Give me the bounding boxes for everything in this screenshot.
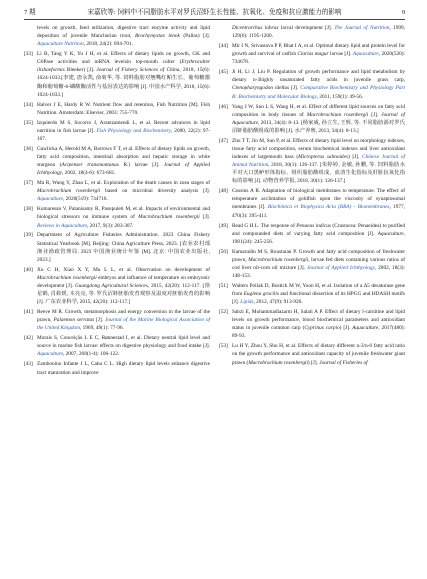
reference-number: [40]: [24, 266, 33, 273]
reference-entry: [24, 231, 210, 263]
reference-entry: [219, 342, 405, 366]
reference-text-run: levels on growth, feed utilization, digestive tract enzyme activity and lipid deposition of juvenile Manchurian trout,: [37, 25, 210, 40]
reference-text-run: Lu H Y, Zhou Y, Shu H, et al. Effects of dietary different n-3/n-6 fatty acid ratio on the growth performance and antioxidant capacity of juvenile freshwater giant prawn (: [232, 343, 405, 366]
reference-number: [219, 24, 232, 40]
issue-number: 7 期: [24, 9, 36, 16]
reference-entry: [219, 282, 405, 306]
reference-text-run: Macrobrachium rosenbergii: [37, 274, 97, 281]
reference-column-left: [24, 24, 210, 379]
reference-entry: [24, 145, 210, 177]
reference-text-run: ) [J].: [307, 359, 320, 366]
reference-text-run: Acipenser transmontanus: [61, 162, 119, 169]
reference-text-run: Macrobrachium rosenbergii: [138, 214, 200, 221]
reference-entry: [219, 137, 405, 186]
reference-number: [38]: [24, 206, 33, 213]
reference-entry: [219, 68, 405, 100]
running-header: [24, 7, 405, 20]
journal-link[interactable]: Lipids: [240, 299, 254, 306]
reference-entry: [219, 24, 405, 40]
reference-entry: [219, 248, 405, 280]
journal-link[interactable]: Reviews in Aquaculture: [37, 222, 88, 229]
reference-number: [49]: [219, 222, 228, 229]
reference-text-run: , 2017(480): 89-93.: [232, 325, 405, 340]
reference-text-run: (Crustacea: Penaeidea) to purified and compounded diets of varying fatty acid composition [J].: [232, 222, 405, 237]
reference-text-run: Ji H, Li J, Liu P. Regulation of growth performance and lipid metabolism by dietary n-3highly unsaturated fatty acids in juvenile grass carp,: [232, 69, 405, 84]
journal-link[interactable]: Aquaculture: [352, 51, 379, 58]
reference-text-run: , 2020(519): 734710.: [63, 196, 108, 203]
reference-text: [232, 222, 405, 246]
page-number: 9: [401, 9, 405, 16]
reference-text-run: , 1999, 129(6): 1195-1200.: [232, 25, 405, 40]
reference-number: [51]: [219, 282, 228, 289]
reference-text-run: Sabzi E, Mohammadiazarm H, Salati A P. Effect of dietary l-carnitine and lipid levels on growth performance, blood biochemical parameters and antioxidant status in juvenile common carp (: [232, 309, 405, 332]
reference-number: [52]: [219, 309, 228, 316]
reference-text-run: (Pallas) [J].: [179, 33, 210, 40]
reference-entry: [24, 24, 210, 48]
reference-text-run: and functional dissection of its HPGG and HDASH motifs [J].: [232, 291, 405, 306]
reference-text: [232, 282, 405, 306]
reference-entry: [24, 119, 210, 143]
reference-text-run: Clarias magur: [297, 51, 329, 58]
reference-text-run: Xu C H, Xiao X Y, Mu L L, et al. Observation on development of: [37, 266, 210, 273]
reference-text-run: Palaemon serratus: [53, 317, 95, 324]
reference-number: [50]: [219, 248, 228, 255]
reference-text: [37, 334, 210, 358]
reference-number: [43]: [24, 361, 33, 368]
reference-text-run: R.) larvae [J].: [118, 162, 164, 169]
journal-link[interactable]: Fish Physiology and Biochemistry: [96, 127, 172, 134]
running-title: 宋嘉欣等: 饲料中不同脂肪水平对罗氏沼虾生长性能、抗氧化、免疫和抗应激能力的影响: [87, 9, 342, 16]
reference-number: [37]: [24, 180, 33, 187]
reference-text-run: Macrobrachium rosenbergii: [306, 111, 369, 118]
reference-entry: [24, 50, 210, 99]
reference-number: [24, 24, 37, 48]
reference-text-run: Brachymystax lenok: [134, 33, 180, 40]
reference-entry: [24, 179, 210, 203]
reference-text-run: [J].: [368, 111, 382, 118]
reference-text: [37, 231, 210, 263]
reference-text-run: Department of Agriculture Fisheries Administration. 2023 China Fishery Statistical Yearbook [M]. Beijing: China Agriculture Press, 2023. [农业农村部渔业渔政管理局. 2023 中国渔业统计年鉴 [M]. 北京: 中国农业出版社, 2023.]: [37, 232, 210, 263]
reference-text: [37, 119, 210, 143]
reference-text-run: , 1977, 470(3): 395-411.: [232, 204, 405, 219]
reference-entry: [219, 222, 405, 246]
reference-text-run: [J].: [199, 214, 210, 221]
reference-text-run: Reeve M R. Growth, metamorphosis and energy conversion in the larvae of the prawn,: [37, 309, 210, 324]
reference-text-run: Gawlicka A, Herold M A, Barrows F T, et al. Effects of dietary lipids on growth, fatty acid composition, intestinal absorption and hepatic storage in white sturgeon (: [37, 145, 210, 169]
reference-text: [37, 50, 210, 99]
reference-text-run: , 2013, 34(4): 8-13. [杨家威, 孙立生, 王辉, 等. 不同脂肪源对罗氏沼虾脂肪酸组成的影响 [J]. 水产养殖, 2013, 34(4): 8-13.]: [232, 119, 405, 134]
reference-text-run: Aquaculture: [352, 325, 379, 332]
reference-text-run: , 1981(24): 245-256.: [232, 230, 405, 245]
reference-text-run: , 2020(520): 734678.: [232, 51, 406, 66]
reference-text: [232, 24, 405, 40]
reference-text-run: Dicentrarchus labrax: [232, 25, 279, 31]
reference-text-run: Li B, Tang Y K, Yu J H, et al. Effects of dietary lipids on growth, GK and G6Pase activities and mRNA levelsin top-mouth culter (: [37, 51, 210, 66]
reference-text-run: Zhu T T, Jin M, Sun P, et al. Effects of dietary lipid level on morphology indexes, tissue fatty acid composition, serum biochemical indexes and liver antioxidant indexes of largemouth bass (: [232, 137, 405, 160]
reference-column-right: [219, 24, 405, 369]
reference-entry: [219, 42, 405, 66]
reference-text: [232, 68, 405, 100]
reference-text: [232, 187, 405, 219]
journal-link[interactable]: Journal of Applied Ichthyology: [306, 264, 375, 271]
reference-text: [37, 205, 210, 229]
reference-entry: [24, 334, 210, 358]
reference-text-run: ) [J].: [348, 153, 362, 160]
reference-text-run: , 2007, 268(1-4): 106-122.: [63, 351, 120, 358]
reference-text-run: [J].: [94, 317, 106, 324]
reference-text-run: Zambonino Infante J L, Cahu C L. High dietary lipid levels enhance digestive tract maturation and improve: [37, 361, 210, 376]
journal-link[interactable]: Aquaculture: [37, 351, 63, 358]
reference-number: [36]: [24, 145, 33, 152]
reference-text-run: Read G H L. The response of: [232, 222, 297, 229]
reference-text-run: , 2012, 47(9): 913-926.: [253, 299, 303, 306]
reference-entry: [24, 101, 210, 117]
reference-text-run: Penaeus indicus: [296, 222, 331, 229]
reference-entry: [24, 205, 210, 229]
journal-link[interactable]: The Journal of Nutrition: [334, 25, 390, 31]
reference-text-run: , 2018, 15(6): 1024-1033.[李建, 唐永凯, 俞菊华, 等. 饲料脂肪对翘嘴红鲌生长、葡萄糖激酶和葡萄糖-6-磷酸酶活性与基因表达的影响 [J]. 中国水产科学, 2018, 15(6): 1024-1033.]: [37, 67, 210, 98]
reference-text: [37, 308, 210, 332]
reference-number: [33]: [24, 51, 33, 58]
reference-text-run: Mir I N, Srivastava P P, Bhat I A, et al. Optimal dietary lipid and protein level for growth and survival of catfish: [232, 43, 405, 58]
reference-text: [232, 248, 405, 280]
reference-text-run: Ctenopharyngodon idellus: [232, 85, 290, 92]
reference-text-run: Guangdong Agricultural Sciences: [74, 282, 148, 289]
journal-link[interactable]: Chinese Journal of Animal Nutrition: [232, 153, 405, 169]
reference-text-run: , 2002, 18(4-6): 673-681.: [62, 170, 116, 177]
reference-text-run: Journal of Fishery Sciences of China: [96, 67, 180, 74]
reference-text: [232, 342, 405, 366]
journal-link[interactable]: Journal of the Marine Biological Association of the United Kingdom: [37, 317, 211, 332]
reference-entry: [219, 308, 405, 340]
reference-entry: [219, 103, 405, 135]
reference-text-run: Journal of Aquaculture: [232, 111, 405, 126]
reference-text-run: , larvae fed diets containing various ratios of cod liver oil-corn oil mixture [J].: [232, 256, 405, 271]
reference-text-run: Micropterus salmoides: [298, 153, 348, 160]
reference-text-run: Ma R, Wang Y, Zhao L, et al. Exploration of the death causes in zoea stages of: [37, 180, 210, 187]
reference-text: [37, 101, 210, 117]
reference-text: [37, 360, 210, 376]
reference-text-run: Halver J E, Hardy R W. Nutrient flow and retention, Fish Nutrition [M]. Fish Nutrition. Amsterdam: Elsevier, 2003: 755-770.: [37, 101, 210, 116]
reference-text: [37, 24, 210, 48]
reference-text-run: Macrobrachium rosenbergii: [248, 256, 309, 263]
reference-entry: [24, 308, 210, 332]
reference-number: [42]: [24, 335, 33, 342]
reference-number: [45]: [219, 69, 228, 76]
reference-text: [37, 145, 210, 177]
reference-number: [39]: [24, 232, 33, 239]
reference-number: [35]: [24, 119, 33, 126]
reference-text: [37, 179, 210, 203]
reference-entry: [219, 187, 405, 219]
reference-text-run: Euglena gracilis: [243, 291, 279, 298]
reference-text-run: Aquaculture: [377, 230, 404, 237]
reference-text-run: Journal of Fisheries of: [319, 359, 368, 366]
reference-number: [34]: [24, 101, 33, 108]
reference-text: [232, 42, 405, 66]
reference-text-run: , 2002, 18(3): 148-153.: [232, 264, 405, 279]
reference-text-run: , 1969, 49(1): 77-96.: [79, 325, 124, 332]
reference-text-run: Yang J W, Sun L S, Wang H, et al. Effect of different lipid sources on fatty acid composition in body tissues of: [232, 103, 405, 118]
reference-text: [232, 103, 405, 135]
reference-text-run: , 2000, 22(2): 97-107.: [37, 127, 210, 142]
journal-link[interactable]: Aquaculture Nutrition: [37, 41, 84, 48]
reference-number: [47]: [219, 137, 228, 144]
reference-text: [37, 266, 210, 306]
reference-text-run: ) [J].: [339, 325, 353, 332]
reference-text-run: Cyprinus carpio: [304, 325, 340, 332]
reference-text-run: [J].: [289, 85, 301, 92]
reference-number: [44]: [219, 43, 228, 50]
reference-text-run: embryos and influence of temperature on embryonic development [J].: [37, 274, 210, 289]
reference-number: [46]: [219, 103, 228, 110]
reference-text-run: Kamarudin M S, Roustaian P. Growth and fatty acid composition of freshwater prawn,: [232, 248, 405, 263]
reference-text-run: , 2015, 42(20): 112-117. [徐星鹤, 肖筱媛, 木亮亮, 等. 罗氏沼虾胚胎发育观察及温度对胚胎发育的影响 [J]. 广东农业科学, 2015, 42(20): 112-117.]: [37, 282, 211, 306]
reference-number: [48]: [219, 188, 228, 195]
reference-entry: [24, 360, 210, 376]
reference-text-run: Izquierdo M S, Socorro J, Arantzamendi L, et al. Recent advances in lipid nutrition in fish larvae [J].: [37, 119, 210, 134]
reference-text: [232, 308, 405, 340]
reference-text-run: Kumaresan V, Palanisamy R, Pasupuleti M, et al. Impacts of environmental and biological stressors on immune system of: [37, 206, 210, 221]
reference-text-run: Cossins A R. Adaptation of biological membranes to temperature. The effect of temperature acclimation of goldfish upon the viscosity of synaptosomal membranes [J].: [232, 188, 405, 211]
reference-number: [41]: [24, 309, 33, 316]
reference-text-run: Macrobrachium rosenbergii: [248, 359, 308, 366]
reference-text-run: Bleeker) [J].: [64, 67, 97, 74]
reference-text-run: Morais S, Conceição L E C, Rønnestad I, et al. Dietary neutral lipid level and source in marine fish larvae: effects on digestive physiology and food intake [J].: [37, 335, 210, 350]
reference-text-run: Journal of Applied Ichthyology: [37, 162, 210, 177]
reference-text-run: Walters Pollak D, Bostick M W, Yoon H, et al. Isolation of a Δ5 desaturase gene from: [232, 282, 405, 298]
reference-text-run: larval development [J].: [278, 25, 335, 31]
reference-text-run: , 2018, 30(1): 126-137. [朱婷婷, 金敏, 孙鹏, 等. 饲料脂肪水平对大口黑鲈形体指标、组织脂肪酸组成、血清生化指标及肝脏抗氧化指标的影响 [J]. 动物营养学报, 2018, 30(1): 126-137.]: [232, 162, 405, 185]
reference-text-run: based on microbial diversity analysis [J].: [100, 188, 210, 195]
reference-entry: [24, 266, 210, 306]
journal-link[interactable]: Comparative Biochemistry and Physiology Part B: Biochemistry and Molecular Biology: [232, 85, 405, 100]
reference-text-run: larvae [J].: [328, 51, 353, 58]
reference-text: [232, 137, 405, 186]
reference-text-run: , 2017, 9(3): 283-307.: [87, 222, 134, 229]
reference-text-run: Macrobrachium rosenbergii: [37, 188, 101, 195]
reference-text-run: , 2018, 24(2): 694-701.: [83, 41, 133, 48]
journal-link[interactable]: Biochimica et Biophysica Acta (BBA) - Biomembranes: [267, 204, 390, 211]
reference-text-run: Erythroculter ilishaeformis: [37, 59, 210, 74]
reference-number: [53]: [219, 343, 228, 350]
journal-link[interactable]: Aquaculture: [37, 196, 63, 203]
reference-text-run: , 2011, 159(1): 49-56.: [316, 93, 364, 100]
